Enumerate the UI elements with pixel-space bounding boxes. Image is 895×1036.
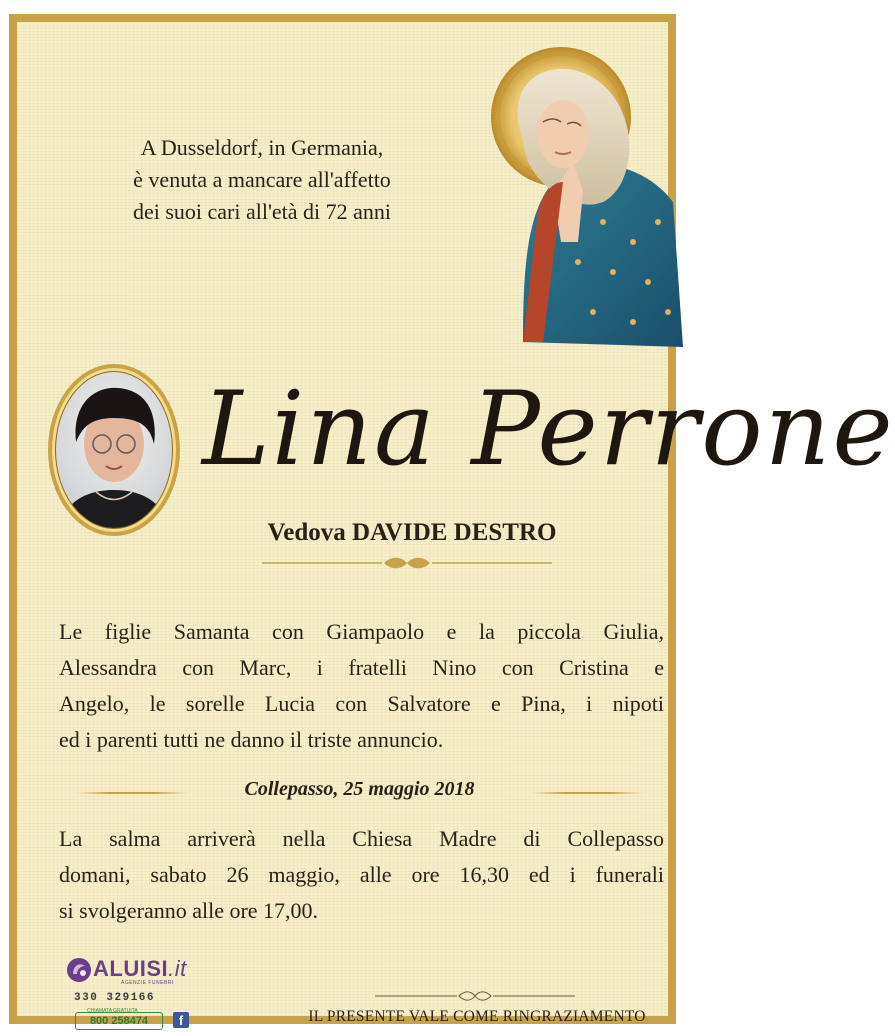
date-row	[77, 778, 642, 808]
intro-line: A Dusseldorf, in Germania,	[140, 135, 384, 160]
agency-phone: 330 329166	[74, 992, 156, 1004]
agency-subtitle: AGENZIE FUNEBRI	[121, 980, 174, 986]
ornament-divider-bottom	[375, 988, 575, 1004]
announcement-line: ed i parenti tutti ne danno il triste annuncio.	[59, 727, 444, 752]
intro-line: dei suoi cari all'età di 72 anni	[132, 199, 392, 224]
portrait-photo	[46, 362, 182, 538]
agency-emblem-icon	[65, 956, 93, 984]
funeral-line: si svolgeranno alle ore 17,00.	[59, 898, 319, 923]
agency-brand-suffix: .it	[168, 956, 187, 981]
funeral-paragraph	[59, 821, 664, 929]
agency-free-label: CHIAMATA GRATUITA	[87, 1008, 138, 1014]
intro-text	[77, 132, 447, 228]
agency-logo	[65, 956, 215, 1036]
ornament-divider	[262, 555, 552, 571]
facebook-icon[interactable]: f	[173, 1012, 189, 1028]
madonna-image	[483, 42, 683, 347]
funeral-line: domani, sabato 26 maggio, alle ore 16,30 ed i funerali	[59, 862, 664, 887]
announcement-line: Alessandra con Marc, i fratelli Nino con Cristina e	[59, 655, 664, 680]
announcement-line: Angelo, le sorelle Lucia con Salvatore e Pina, i nipoti	[59, 691, 664, 716]
date-place: Collepasso, 25 maggio 2018	[244, 778, 475, 800]
intro-line: è venuta a mancare all'affetto	[133, 167, 391, 192]
widow-subtitle: Vedova DAVIDE DESTRO	[267, 519, 557, 546]
funeral-line: La salma arriverà nella Chiesa Madre di Collepasso	[59, 826, 664, 851]
obituary-frame	[9, 14, 895, 1028]
announcement-paragraph	[59, 614, 664, 758]
agency-brand-name: ALUISI	[93, 956, 169, 981]
thanks-note: IL PRESENTE VALE COME RINGRAZIAMENTO	[308, 1008, 646, 1025]
announcement-line: Le figlie Samanta con Giampaolo e la piccola Giulia,	[59, 619, 664, 644]
agency-brand	[93, 956, 187, 982]
agency-free-number: 800 258474	[75, 1012, 163, 1030]
deceased-name: Lina Perrone	[202, 370, 895, 489]
